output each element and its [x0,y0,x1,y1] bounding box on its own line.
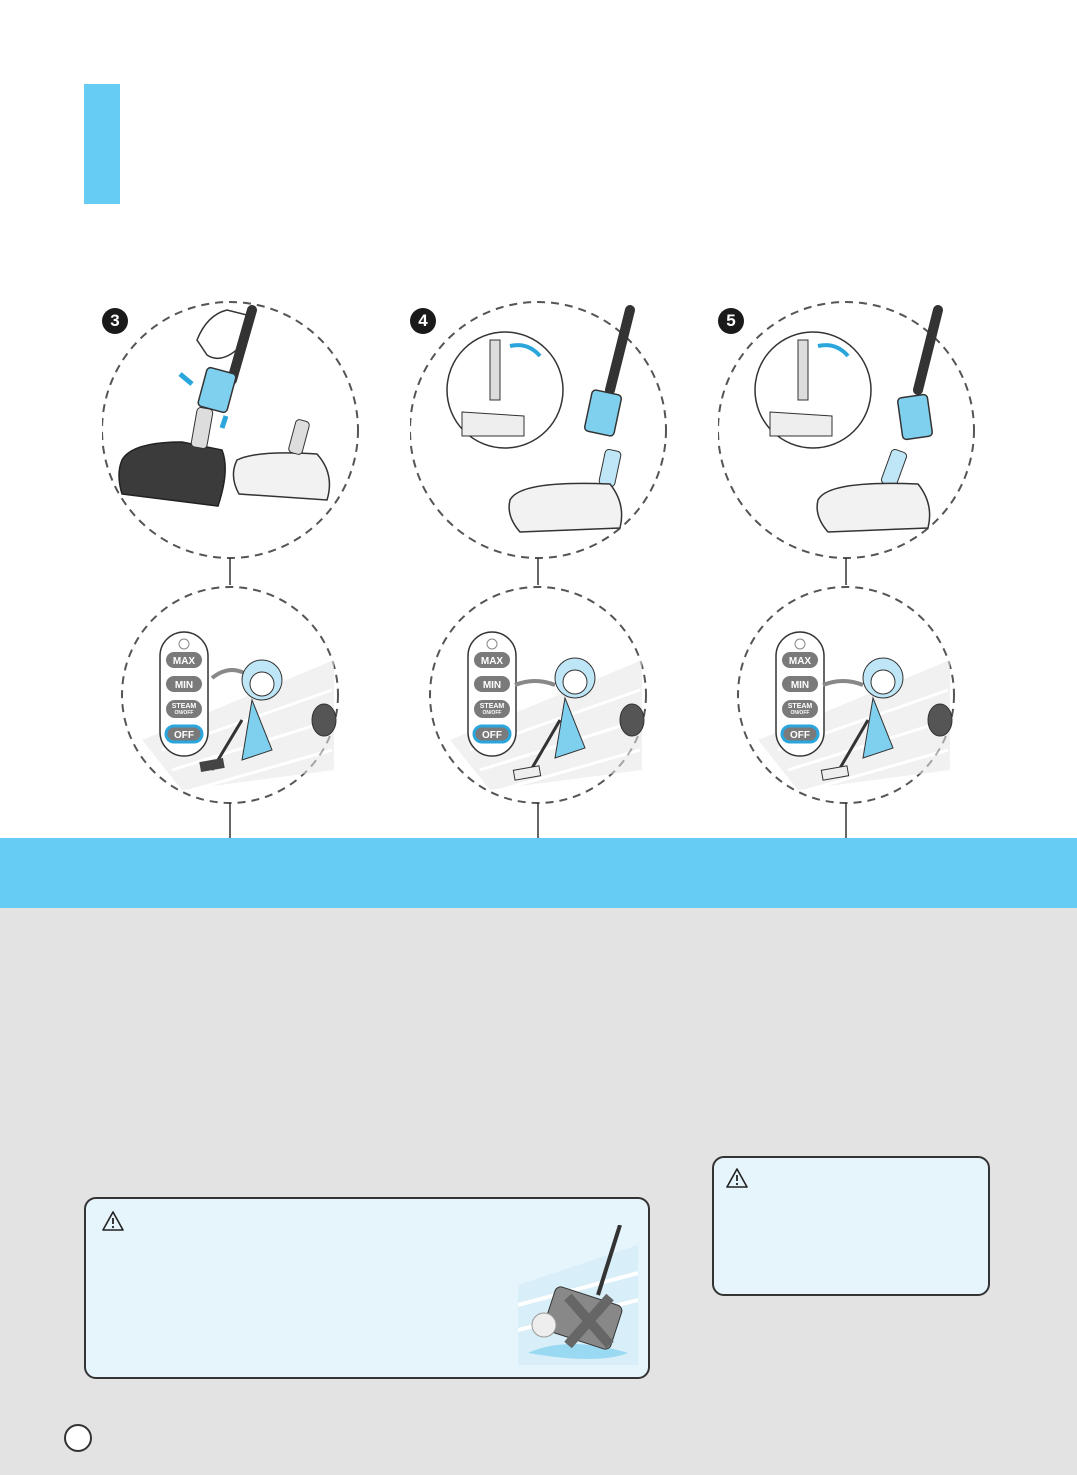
max-button-label: MAX [480,656,504,667]
steam-button-label: STEAM [171,703,197,710]
wet-floor-warning-illustration [518,1225,638,1365]
step-4-illustration [410,300,730,840]
off-button-label: OFF [174,730,194,741]
step-number-badge: 5 [718,308,744,334]
step-3-drawing [102,300,422,840]
step-number-badge: 3 [102,308,128,334]
page-number-badge [64,1424,92,1452]
step-5-drawing [718,300,1038,840]
step-3-illustration [102,300,422,840]
step-4-drawing [410,300,730,840]
warning-icon [726,1168,748,1188]
steam-button-label: STEAM [479,703,505,710]
steam-button-sublabel: ON/OFF [482,710,502,716]
max-button-label: MAX [172,656,196,667]
steam-button-sublabel: ON/OFF [174,710,194,716]
caution-box-left [84,1197,650,1379]
section-title-bar [84,84,120,204]
caution-box-right [712,1156,990,1296]
off-button-label: OFF [790,730,810,741]
off-button-label: OFF [482,730,502,741]
min-button-label: MIN [790,680,810,691]
max-button-label: MAX [788,656,812,667]
min-button-label: MIN [174,680,194,691]
step-5-illustration [718,300,1038,840]
warning-icon [102,1211,124,1231]
section-band [0,838,1077,908]
steam-button-sublabel: ON/OFF [790,710,810,716]
min-button-label: MIN [482,680,502,691]
steam-button-label: STEAM [787,703,813,710]
step-number-badge: 4 [410,308,436,334]
